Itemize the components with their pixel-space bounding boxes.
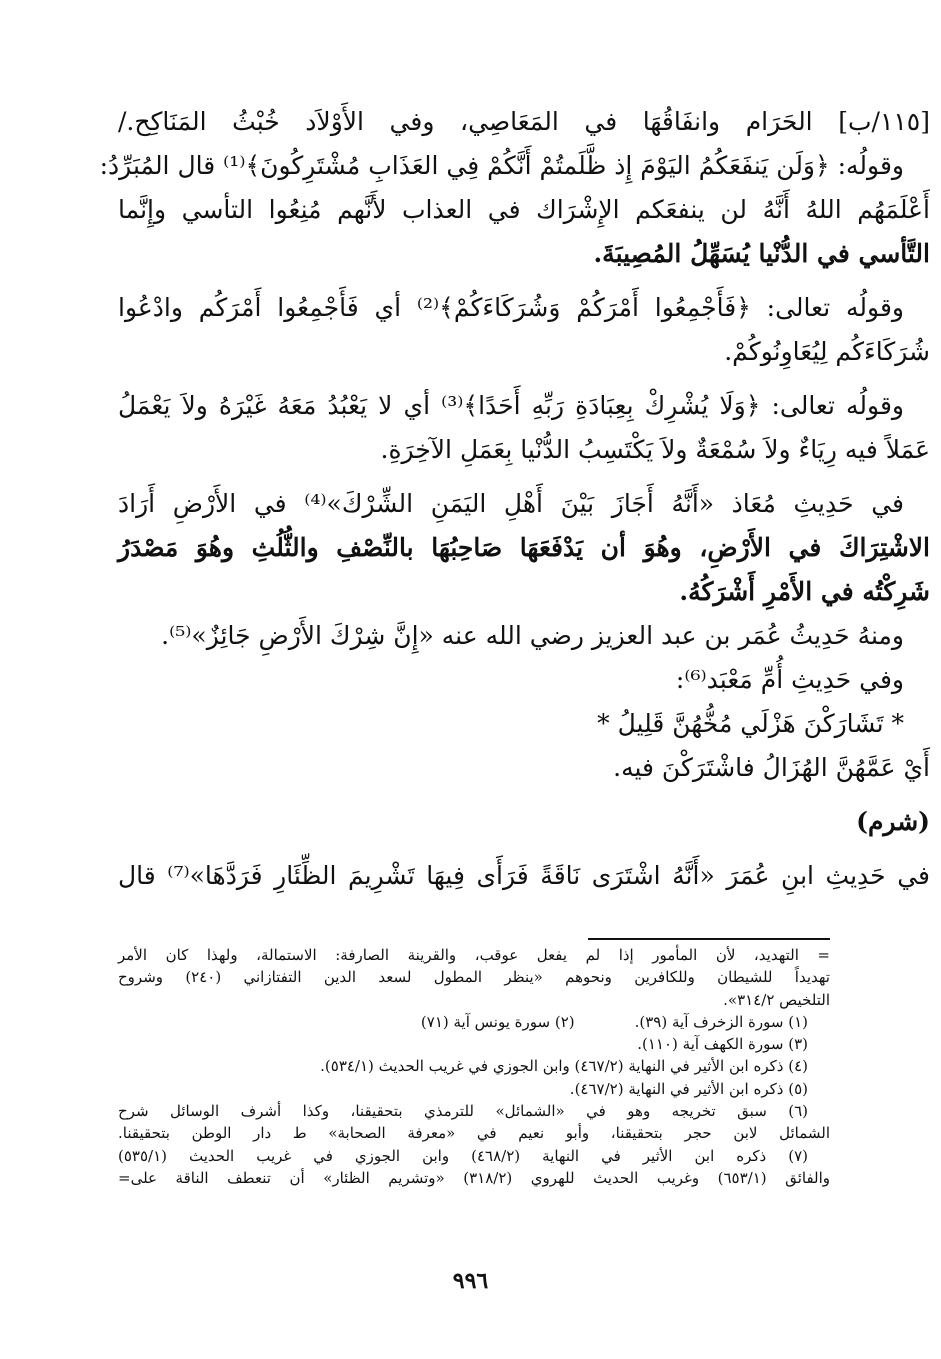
footnote-line: والفائق (٦٥٣/١) وغريب الحديث للهروي (٣١٨/٢) «وتشريم الظئار» أن تنعطف الناقة على= [118, 1168, 831, 1187]
text-line: أَيْ عَمَّهُنَّ الهُزَالُ فاشْتَرَكْنَ فيه. [613, 753, 930, 782]
footnote-line: (٦) سبق تخريجه وهو في «الشمائل» للترمذي بتحقيقنا، وكذا أشرف الوسائل شرح [118, 1102, 808, 1121]
text-line: في حَدِيثِ ابنِ عُمَرَ «أَنَّهُ اشْتَرَى نَاقَةً فَرَأَى فِيهَا تَشْرِيمَ الظِّئَارِ فَرَدَّهَا»⁽⁷⁾ قال [118, 861, 930, 890]
section-heading: (شرم) [856, 807, 930, 836]
text-line: وقولُه تعالى: ﴿وَلَا يُشْرِكْ بِعِبَادَةِ رَبِّهِ أَحَدًا﴾⁽³⁾ أي لا يَعْبُدُ مَعَهُ غَيْرَهُ ولاَ يَعْمَلُ [118, 391, 904, 420]
footnote-line: = التهديد، لأن المأمور إذا لم يفعل عوقب، والقرينة الصارفة: الاستمالة، ولهذا كان الأمر [118, 946, 830, 964]
text-line: عَمَلاً فيه رِيَاءٌ ولاَ سُمْعَةٌ ولاَ يَكْتَسِبُ الدُّنْيا بِعَمَلِ الآخِرَةِ. [380, 435, 930, 464]
text-line: شَرِكْتُه في الأَمْرِ أَشْرَكُهُ. [679, 577, 930, 606]
footnote-line: تهديداً للشيطان وللكافرين ونحوهم «ينظر المطول لسعد الدين التفتازاني (٢٤٠) وشروح [118, 968, 830, 987]
footnote-line: (٧) ذكره ابن الأثير في النهاية (٤٦٨/٢) وابن الجوزي في غريب الحديث (٥٣٥/١) [118, 1146, 808, 1165]
text-line: وقولُه: ﴿وَلَن يَنفَعَكُمُ اليَوْمَ إِذ ظَّلَمتُمْ أَنَّكُمْ فِي العَذَابِ مُشْتَرِكُونَ﴾⁽¹⁾ قال المُبَرِّدُ: [99, 151, 904, 180]
text-line: ومنهُ حَدِيثُ عُمَر بن عبد العزيز رضي الله عنه «إِنَّ شِرْكَ الأَرْضِ جَائِزٌ»⁽⁵⁾. [161, 621, 904, 650]
text-line: التَّأسي في الدُّنْيا يُسَهِّلُ المُصِيبَةَ. [593, 239, 930, 268]
footnote-line: الشمائل لابن حجر بتحقيقنا، وأبو نعيم في «معرفة الصحابة» ط دار الوطن بتحقيقنا. [118, 1124, 830, 1143]
page-number: ٩٩٦ [452, 1268, 489, 1294]
footnote-line: (٤) ذكره ابن الأثير في النهاية (٤٦٧/٢) وابن الجوزي في غريب الحديث (٥٣٤/١). [320, 1057, 808, 1076]
text-line: في حَدِيثِ مُعَاذ «أَنَّهُ أَجَازَ بَيْنَ أَهْلِ اليَمَنِ الشِّرْكَ»⁽⁴⁾ في الأَرْضِ أَرَادَ [118, 489, 904, 518]
poem-line: * تَشَارَكْنَ هَزْلَي مُخُّهُنَّ قَلِيلُ * [597, 709, 904, 738]
footnote-line: التلخيص ٣١٤/٢». [723, 990, 830, 1009]
text-line: شُرَكَاءَكُم لِيُعَاوِنُوكُمْ. [724, 337, 930, 366]
main-text [99, 100, 930, 898]
footnotes [118, 944, 830, 1189]
text-line: الاشْتِرَاكَ في الأَرْضِ، وهُوَ أن يَدْفَعَهَا صَاحِبُهَا بالنِّصْفِ والثُّلُثِ وهُوَ مَصْدَرُ [118, 533, 930, 562]
footnote-line: (٥) ذكره ابن الأثير في النهاية (٤٦٧/٢). [569, 1079, 808, 1098]
footnote-divider [588, 938, 830, 940]
footnote-pair [118, 1011, 830, 1033]
text-line: [١١٥/ب] الحَرَام وانفَاقُهَا في المَعَاصِي، وفي الأَوْلاَد خُبْثُ المَنَاكِح./ [118, 107, 930, 136]
text-line: أَعْلَمَهُم اللهُ أَنَّهُ لن ينفعَكم الإِشْرَاك في العذاب لأَنَّهم مُنِعُوا التأسي وإِنَّما [118, 195, 930, 224]
text-line: وقولُه تعالى: ﴿فَأَجْمِعُوا أَمْرَكُمْ وَشُرَكَاءَكُمْ﴾⁽²⁾ أي فَأَجْمِعُوا أَمْرَكُم وادْعُوا [118, 293, 904, 322]
footnote-1: (١) سورة الزخرف آية (٣٩). [634, 1012, 808, 1031]
footnote-2: (٢) سورة يونس آية (٧١) [420, 1012, 575, 1031]
footnote-3: (٣) سورة الكهف آية (١١٠). [637, 1035, 808, 1054]
text-line: وفي حَدِيثِ أُمِّ مَعْبَد⁽⁶⁾: [675, 665, 904, 694]
